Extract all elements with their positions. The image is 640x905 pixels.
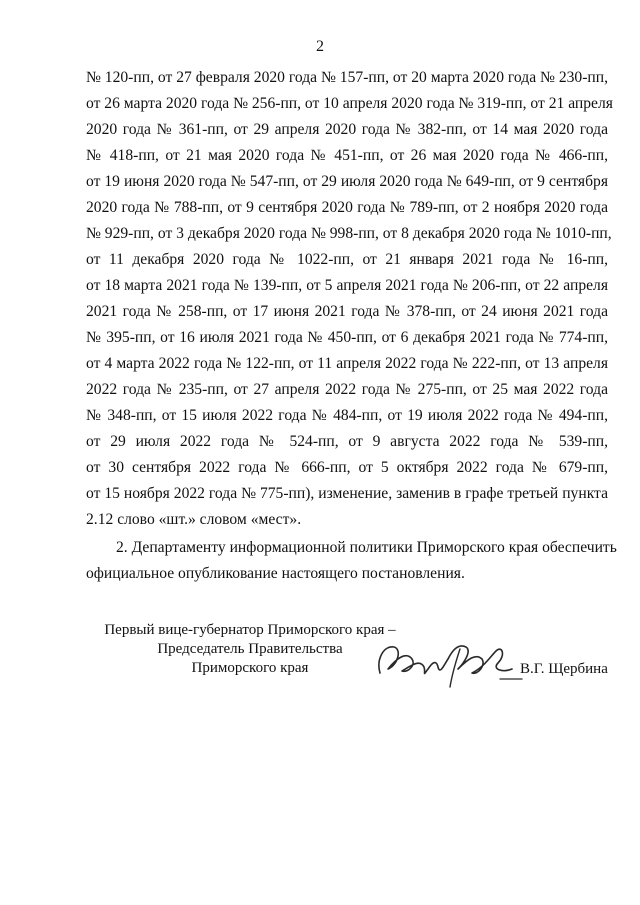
signatory-title bbox=[95, 621, 405, 678]
text-line: № 418-пп, от 21 мая 2020 года № 451-пп, от 26 мая 2020 года № 466-пп, bbox=[86, 147, 608, 164]
signature-block bbox=[0, 621, 640, 701]
text-line: от 4 марта 2022 года № 122-пп, от 11 апреля 2022 года № 222-пп, от 13 апреля bbox=[86, 355, 608, 372]
handwritten-signature bbox=[372, 629, 532, 691]
signatory-title-line: Приморского края bbox=[191, 660, 309, 676]
text-line: от 11 декабря 2020 года № 1022-пп, от 21 января 2021 года № 16-пп, bbox=[86, 251, 608, 268]
text-line: 2. Департаменту информационной политики Приморского края обеспечить bbox=[116, 539, 617, 556]
signatory-title-line: Председатель Правительства bbox=[157, 641, 343, 657]
text-line: официальное опубликование настоящего постановления. bbox=[86, 565, 465, 582]
paragraph-1 bbox=[86, 65, 613, 533]
text-line: № 929-пп, от 3 декабря 2020 года № 998-пп, от 8 декабря 2020 года № 1010-пп, bbox=[86, 225, 612, 242]
text-line: 2020 года № 788-пп, от 9 сентября 2020 года № 789-пп, от 2 ноября 2020 года bbox=[86, 199, 608, 216]
text-line: от 18 марта 2021 года № 139-пп, от 5 апреля 2021 года № 206-пп, от 22 апреля bbox=[86, 277, 608, 294]
paragraph-2 bbox=[86, 535, 617, 587]
text-line: от 29 июля 2022 года № 524-пп, от 9 августа 2022 года № 539-пп, bbox=[86, 433, 608, 450]
text-line: от 19 июня 2020 года № 547-пп, от 29 июля 2020 года № 649-пп, от 9 сентября bbox=[86, 173, 608, 190]
text-line: 2020 года № 361-пп, от 29 апреля 2020 года № 382-пп, от 14 мая 2020 года bbox=[86, 121, 608, 138]
text-line: 2.12 слово «шт.» словом «мест». bbox=[86, 511, 302, 528]
text-line: 2021 года № 258-пп, от 17 июня 2021 года № 378-пп, от 24 июня 2021 года bbox=[86, 303, 608, 320]
text-line: 2022 года № 235-пп, от 27 апреля 2022 года № 275-пп, от 25 мая 2022 года bbox=[86, 381, 608, 398]
text-line: № 120-пп, от 27 февраля 2020 года № 157-пп, от 20 марта 2020 года № 230-пп, bbox=[86, 69, 608, 86]
signatory-name: В.Г. Щербина bbox=[520, 661, 608, 677]
text-line: от 30 сентября 2022 года № 666-пп, от 5 октября 2022 года № 679-пп, bbox=[86, 459, 608, 476]
text-line: от 26 марта 2020 года № 256-пп, от 10 апреля 2020 года № 319-пп, от 21 апреля bbox=[86, 95, 613, 112]
text-line: № 348-пп, от 15 июля 2022 года № 484-пп, от 19 июля 2022 года № 494-пп, bbox=[86, 407, 608, 424]
signatory-title-line: Первый вице-губернатор Приморского края – bbox=[104, 622, 396, 638]
text-line: от 15 ноября 2022 года № 775-пп), изменение, заменив в графе третьей пункта bbox=[86, 485, 608, 502]
page-number: 2 bbox=[316, 38, 324, 55]
text-line: № 395-пп, от 16 июля 2021 года № 450-пп, от 6 декабря 2021 года № 774-пп, bbox=[86, 329, 608, 346]
